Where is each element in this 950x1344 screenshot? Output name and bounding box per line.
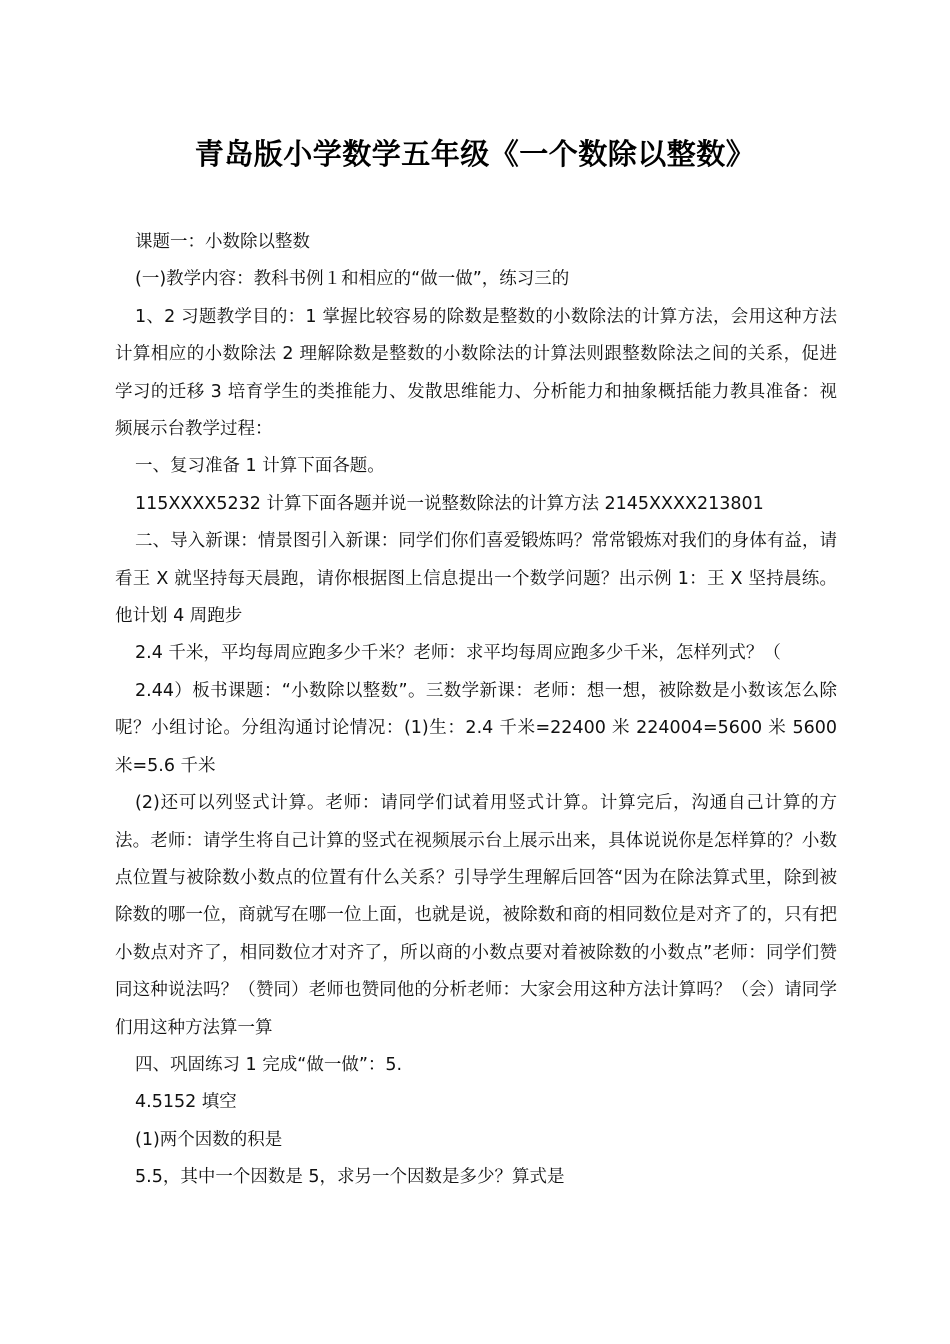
paragraph-teaching-content: (一)教学内容：教科书例１和相应的“做一做”，练习三的 <box>135 269 570 290</box>
paragraph-vertical-calculation: (2)还可以列竖式计算。老师：请同学们试着用竖式计算。计算完后，沟通自己计算的方法。老师：请学生将自己计算的竖式在视频展示台上展示出来，具体说说你是怎样算的？小数点位置与被除数小数点的位置有什么关系？引导学生理解后回答“因为在除法算式里，除到被除数的哪一位，商就写在哪一位上面，也就是说，被除数和商的相同数位是对齐了的，只有把小数点对齐了，相同数位才对齐了，所以商的小数点要对着被除数的小数点”老师：同学们赞同这种说法吗？（赞同）老师也赞同他的分析老师：大家会用这种方法计算吗？（会）请同学们用这种方法算一算 <box>115 793 837 1038</box>
paragraph-fill-blank: 4.5152 填空 <box>135 1092 237 1113</box>
paragraph-example-question: 2.4 千米，平均每周应跑多少千米？老师：求平均每周应跑多少千米，怎样列式？（ <box>135 643 781 664</box>
paragraph-introduction: 二、导入新课：情景图引入新课：同学们你们喜爱锻炼吗？常常锻炼对我们的身体有益，请看王 X 就坚持每天晨跑，请你根据图上信息提出一个数学问题？出示例 1：王 X 坚持晨练。他计划 4 周跑步 <box>115 531 837 627</box>
paragraph-review-exercises: 115XXXX5232 计算下面各题并说一说整数除法的计算方法 2145XXXX213801 <box>135 493 764 514</box>
paragraph-item-1-question: 5.5，其中一个因数是 5，求另一个因数是多少？算式是 <box>135 1167 565 1188</box>
document-title: 青岛版小学数学五年级《一个数除以整数》 <box>194 137 756 171</box>
paragraph-lesson-topic: 课题一：小数除以整数 <box>135 232 310 252</box>
document-body <box>115 224 837 1197</box>
paragraph-review: 一、复习准备 1 计算下面各题。 <box>135 456 385 477</box>
paragraph-teaching-goals: 1、2 习题教学目的：1 掌握比较容易的除数是整数的小数除法的计算方法，会用这种方法计算相应的小数除法 2 理解除数是整数的小数除法的计算法则跟整数除法之间的关系，促进学习的迁移 3 培育学生的类推能力、发散思维能力、分析能力和抽象概括能力教具准备：视频展示台教学过程： <box>115 306 837 440</box>
paragraph-new-lesson: 2.44）板书课题：“小数除以整数”。三数学新课：老师：想一想，被除数是小数该怎么除呢？小组讨论。分组沟通讨论情况：(1)生：2.4 千米=22400 米 224004=5600 米 5600 米=5.6 千米 <box>115 680 837 776</box>
paragraph-item-1: (1)两个因数的积是 <box>135 1129 283 1150</box>
paragraph-practice: 四、巩固练习 1 完成“做一做”：5. <box>135 1054 403 1075</box>
